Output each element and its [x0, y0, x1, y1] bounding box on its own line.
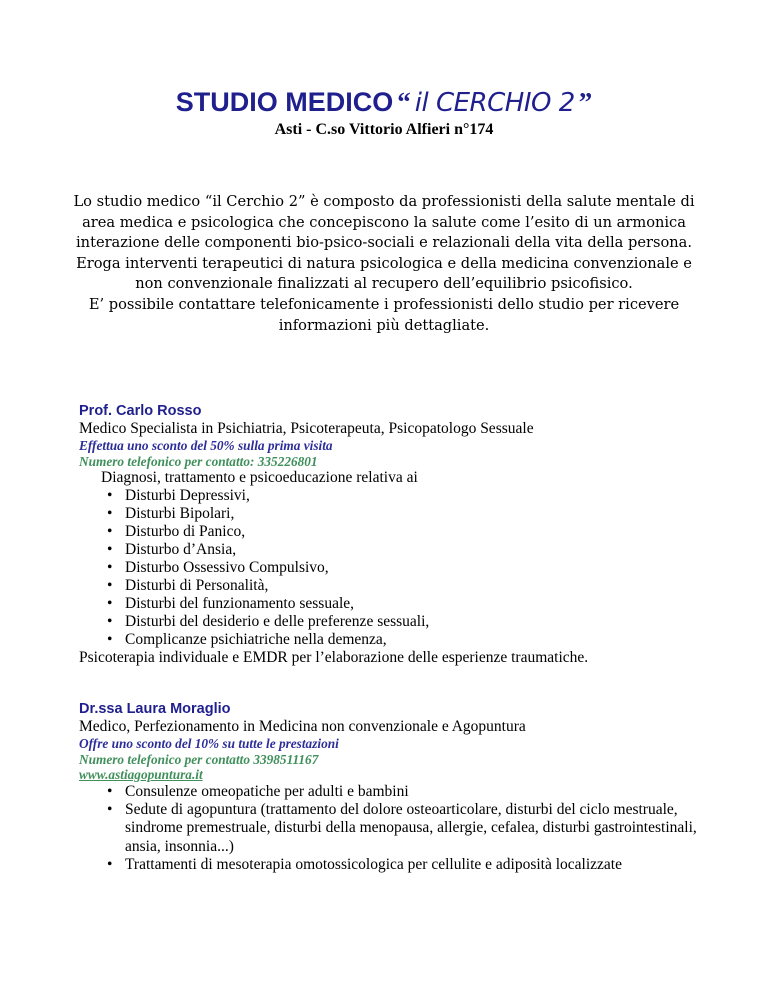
- doctor-phone: Numero telefonico per contatto: 335226801: [79, 453, 318, 469]
- doctor-section-moraglio: [79, 700, 719, 875]
- list-item: • Sedute di agopuntura (trattamento del dolore osteoarticolare, disturbi del ciclo mestruale, sindrome premestruale, disturbi della menopausa, allergie, cefalea, disturbi gastrointestinali, ansia, insonnia...): [107, 801, 697, 856]
- title-open-quote: “: [397, 87, 411, 117]
- intro-contact-paragraph: E’ possibile contattare telefonicamente i professionisti dello studio per ricevere informazioni più dettagliate.: [88, 295, 680, 334]
- list-item: • Disturbi del desiderio e delle preferenze sessuali,: [101, 613, 719, 631]
- doctor-role: Medico, Perfezionamento in Medicina non convenzionale e Agopuntura: [79, 718, 526, 735]
- list-item: • Disturbo Ossessivo Compulsivo,: [101, 559, 719, 577]
- title-close-quote: ”: [578, 87, 593, 117]
- intro-text: [60, 192, 708, 336]
- services-list: [79, 783, 697, 875]
- doctor-promo: Offre uno sconto del 10% su tutte le prestazioni: [79, 736, 339, 751]
- title-main: STUDIO MEDICO: [175, 87, 394, 117]
- list-item: • Disturbi di Personalità,: [101, 577, 719, 595]
- list-item: • Trattamenti di mesoterapia omotossicologica per cellulite e adiposità localizzate: [107, 856, 697, 874]
- doctor-name: Dr.ssa Laura Moraglio: [79, 701, 231, 717]
- doctor-promo: Effettua uno sconto del 50% sulla prima visita: [79, 438, 333, 453]
- address: Asti - C.so Vittorio Alfieri n°174: [274, 121, 494, 138]
- list-item: • Disturbi Bipolari,: [101, 505, 719, 523]
- list-item: • Disturbo di Panico,: [101, 523, 719, 541]
- list-item: • Complicanze psichiatriche nella demenza,: [101, 631, 719, 649]
- doctor-name: Prof. Carlo Rosso: [79, 403, 202, 419]
- list-item: • Disturbi Depressivi,: [101, 487, 719, 505]
- website-link[interactable]: www.astiagopuntura.it: [79, 767, 203, 782]
- doctor-section-rosso: [79, 402, 719, 667]
- doctor-phone: Numero telefonico per contatto 3398511167: [79, 751, 319, 767]
- list-item: • Consulenze omeopatiche per adulti e bambini: [107, 783, 697, 801]
- list-item: • Disturbi del funzionamento sessuale,: [101, 595, 719, 613]
- title-name: il CERCHIO 2: [414, 88, 575, 118]
- page-title: [0, 84, 768, 125]
- intro-paragraph: Lo studio medico “il Cerchio 2” è composto da professionisti della salute mentale di area medica e psicologica che concepiscono la salute come l’esito di un armonica interazione delle componenti bio-psico-sociali e relazionali della vita della persona. Eroga interventi terapeutici di natura psicologica e della medicina convenzionale e non convenzionale finalizzati al recupero dell’equilibrio psicofisico.: [73, 193, 695, 293]
- list-item: • Disturbo d’Ansia,: [101, 541, 719, 559]
- services-lead: Diagnosi, trattamento e psicoeducazione relativa ai: [101, 469, 418, 486]
- doctor-role: Medico Specialista in Psichiatria, Psicoterapeuta, Psicopatologo Sessuale: [79, 420, 534, 437]
- services-list: [79, 487, 719, 649]
- services-tail: Psicoterapia individuale e EMDR per l’elaborazione delle esperienze traumatiche.: [79, 649, 589, 666]
